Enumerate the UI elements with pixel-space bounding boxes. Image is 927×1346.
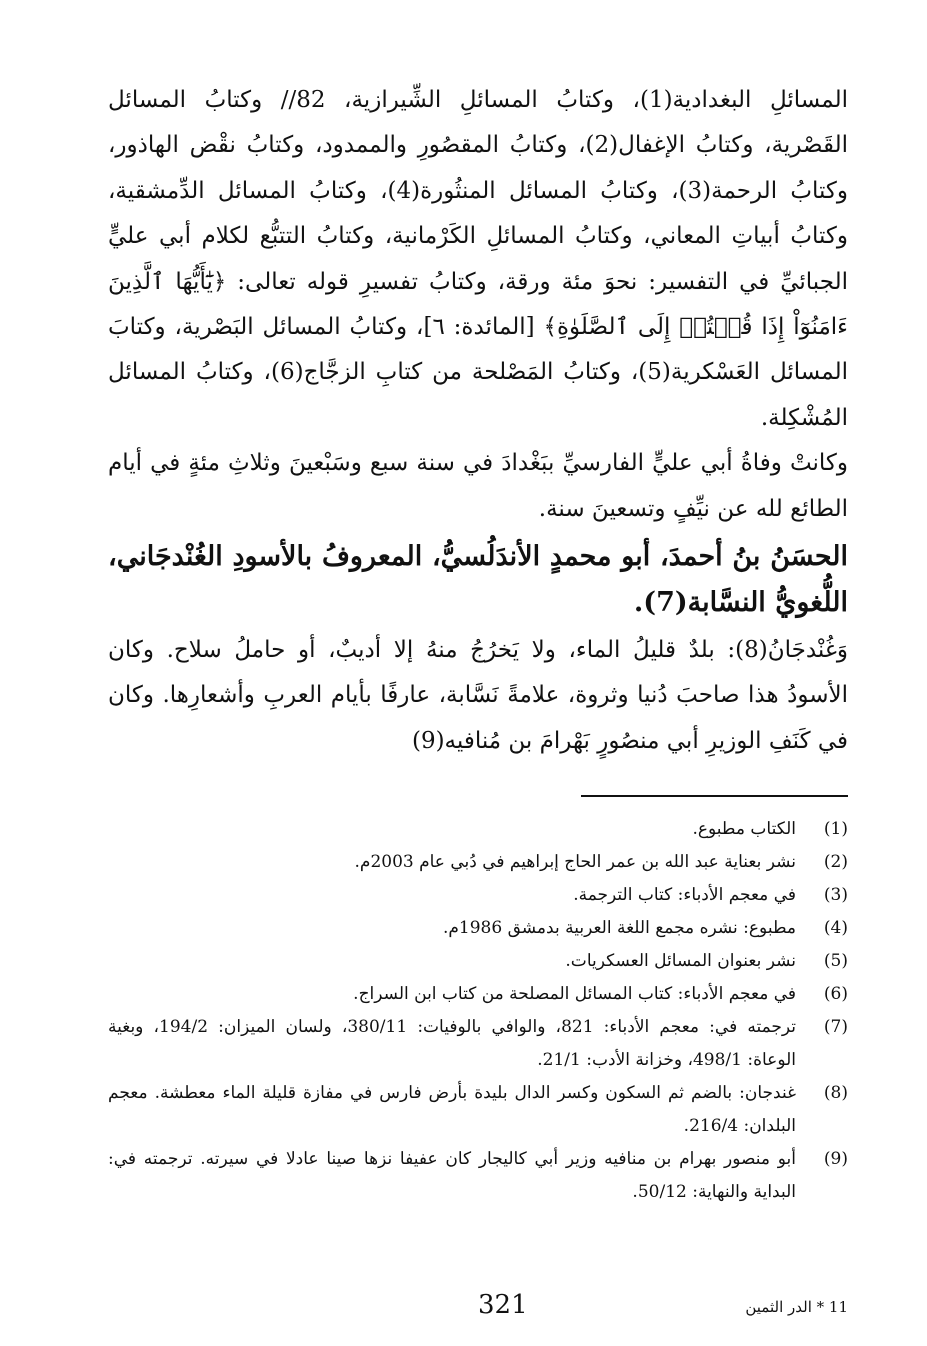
footnote: [108, 978, 848, 1011]
footnote: [108, 846, 848, 879]
footnote: [108, 1143, 848, 1209]
paragraph-books-list: المسائلِ البغدادية(1)، وكتابُ المسائلِ الشِّيرازية، 82// وكتابُ المسائل القَصْرية، وكتابُ الإغفال(2)، وكتابُ المقصُورِ والممدود، وكتابُ نقْض الهاذور، وكتابُ الرحمة(3)، وكتابُ المسائل المنثُورة(4)، وكتابُ المسائل الدِّمشقية، وكتابُ أبياتِ المعاني، وكتابُ المسائلِ الكَرْمانية، وكتابُ التتبُّع لكلام أبي عليٍّ الجبائيِّ في التفسير: نحوَ مئة ورقة، وكتابُ تفسيرِ قوله تعالى: ﴿يَٰٓأَيُّهَا ٱلَّذِينَ ءَامَنُوٓاْ إِذَا قُمۡتُمۡ إِلَى ٱلصَّلَوٰةِ﴾ [المائدة: ٦]، وكتابُ المسائل البَصْرية، وكتابَ المسائل العَسْكرية(5)، وكتابُ المَصْلحة من كتابِ الزجَّاج(6)، وكتابُ المسائل المُشْكِلة.: [108, 87, 849, 431]
footnote-text: مطبوع: نشره مجمع اللغة العربية بدمشق 1986م.: [442, 918, 796, 938]
footnote-text: غندجان: بالضم ثم السكون وكسر الدال بليدة بأرض فارس في مفازة قليلة الماء معطشة. معجم البلدان: 216/4.: [108, 1083, 796, 1136]
footnote: [108, 912, 848, 945]
page-number: 321: [478, 1290, 528, 1320]
footnote-number: (1): [823, 819, 848, 839]
footnote-number: (5): [823, 951, 848, 971]
paragraph-ghundajan: وَغُنْدجَانُ(8): بلدٌ قليلُ الماء، ولا يَخرُجُ منهُ إلا أديبٌ، أو حاملُ سلاح. وكان الأسودُ هذا صاحبَ دُنيا وثروة، علامةً نَسَّابة، عارفًا بأيام العربِ وأشعارِها. وكان في كَنَفِ الوزيرِ أبي منصُورٍ بَهْرامَ بن مُنافيه(9): [108, 637, 848, 754]
footnote-text: نشر بعناية عبد الله بن عمر الحاج إبراهيم في دُبي عام 2003م.: [354, 852, 796, 872]
page-footer: [108, 1290, 848, 1330]
running-footer: 11 * الدر الثمين: [745, 1298, 848, 1316]
footnote-number: (4): [823, 918, 848, 938]
footnote: [108, 1011, 848, 1077]
footnote: [108, 879, 848, 912]
footnotes: [108, 813, 848, 1209]
paragraph-death: وكانتْ وفاةُ أبي عليٍّ الفارسيِّ ببَغْدادَ في سنة سبع وسَبْعينَ وثلاثِ مئةٍ في أيام الطائع لله عن نيِّفٍ وتسعينَ سنة.: [108, 450, 848, 522]
footnote-number: (8): [823, 1083, 848, 1103]
footnote-text: ترجمته في: معجم الأدباء: 821، والوافي بالوفيات: 380/11، ولسان الميزان: 194/2، وبغية الوعاة: 498/1، وخزانة الأدب: 21/1.: [108, 1017, 797, 1070]
footnote-text: أبو منصور بهرام بن منافيه وزير أبي كاليجار كان عفيفا نزها صينا عادلا في سيرته. ترجمته في: البداية والنهاية: 50/12.: [108, 1149, 796, 1202]
footnote-number: (7): [823, 1017, 848, 1037]
footnote-text: نشر بعنوان المسائل العسكريات.: [565, 951, 796, 971]
main-text: [108, 78, 848, 764]
book-page: [108, 78, 848, 1328]
footnote-number: (3): [823, 885, 848, 905]
footnote-text: الكتاب مطبوع.: [692, 819, 796, 839]
footnote-text: في معجم الأدباء: كتاب المسائل المصلحة من كتاب ابن السراج.: [353, 984, 796, 1004]
footnote: [108, 1077, 848, 1143]
entry-heading: الحسَنُ بنُ أحمدَ، أبو محمدٍ الأندَلُسيُّ، المعروفُ بالأسودِ الغُنْدجَاني، اللُّغويُّ النسَّابة(7).: [108, 541, 848, 619]
footnote-number: (6): [823, 984, 848, 1004]
footnote-separator: [581, 795, 848, 797]
footnote-number: (2): [823, 852, 848, 872]
footnote-text: في معجم الأدباء: كتاب الترجمة.: [573, 885, 796, 905]
footnote: [108, 813, 848, 846]
footnote: [108, 945, 848, 978]
footnote-number: (9): [823, 1149, 848, 1169]
